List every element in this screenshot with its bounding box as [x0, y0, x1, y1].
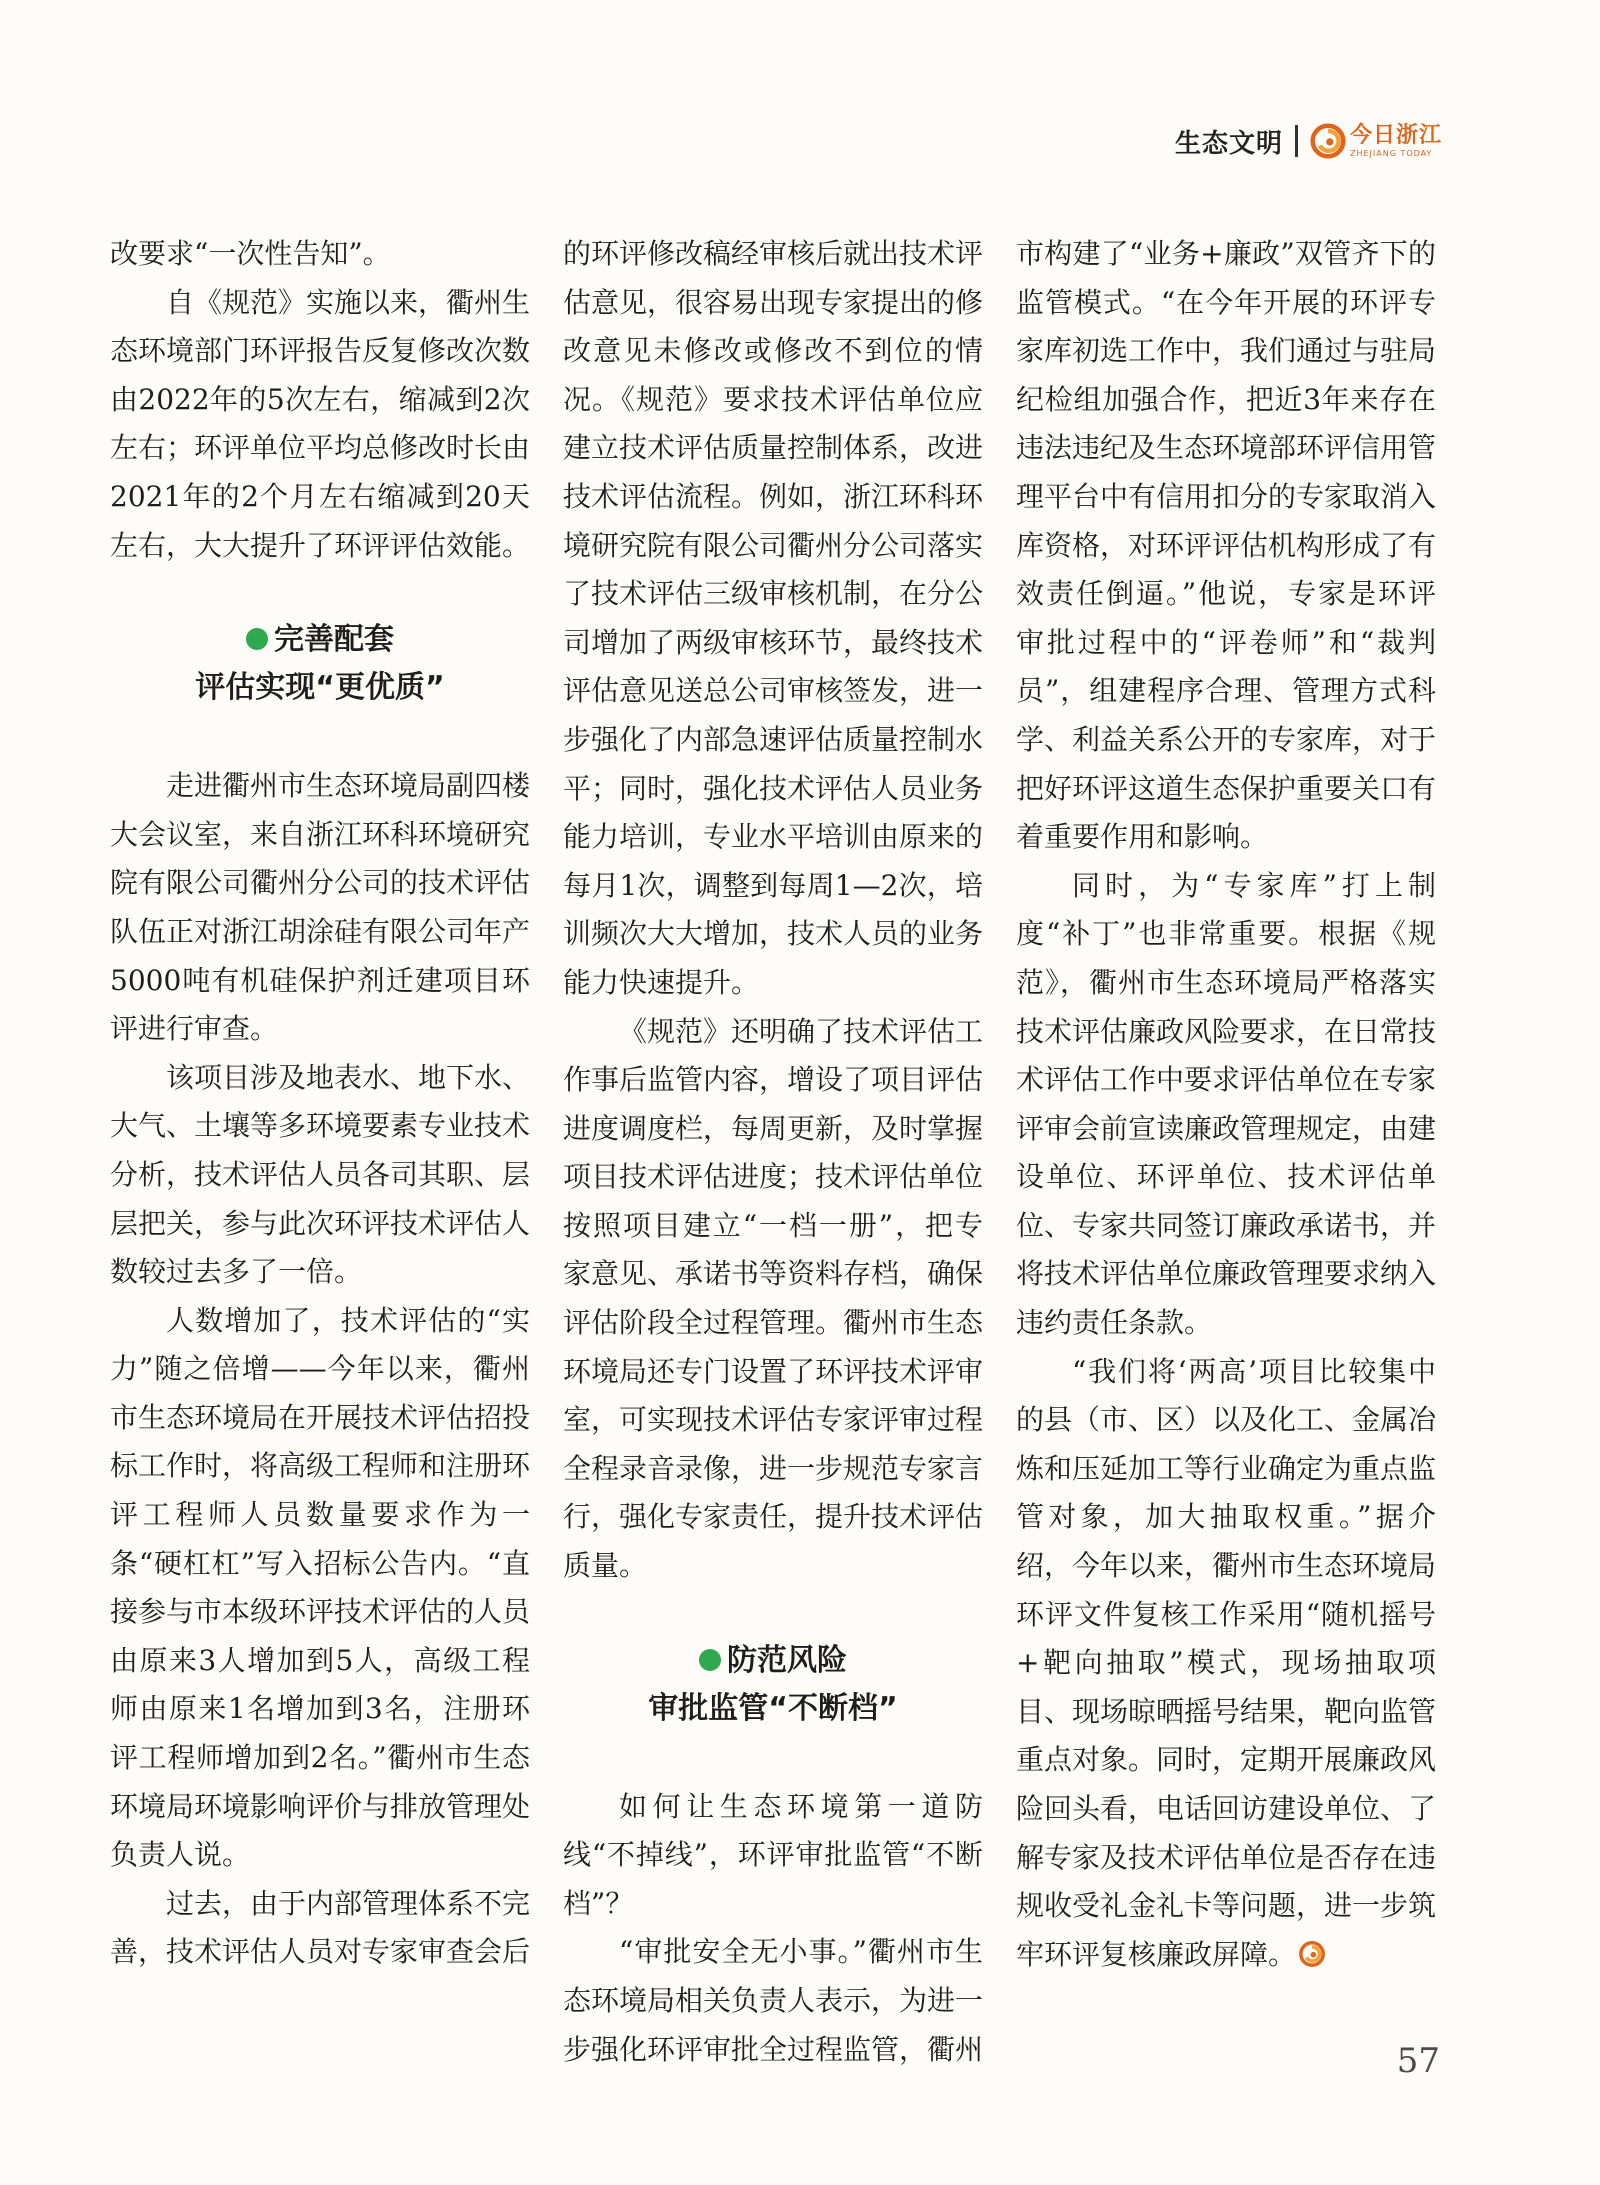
paragraph: 过去，由于内部管理体系不完善，技术评估人员对专家审查会后	[110, 1886, 531, 1969]
header-divider	[1295, 125, 1298, 157]
column-1	[110, 230, 530, 1977]
green-bullet-icon	[246, 628, 268, 650]
subheading-2	[563, 1637, 983, 1733]
paragraph: 人数增加了，技术评估的“实力”随之倍增——今年以来，衢州市生态环境局在开展技术评估招投标工作时，将高级工程师和注册环评工程师人员数量要求作为一条“硬杠杠”写入招标公告内。“直接参与市本级环评技术评估的人员由原来3人增加到5人，高级工程师由原来1名增加到3名，注册环评工程师增加到2名。”衢州市生态环境局环境影响评价与排放管理处负责人说。	[110, 1303, 531, 1872]
subheading-line: 防范风险	[727, 1642, 847, 1678]
subheading-line: 评估实现“更优质”	[195, 670, 445, 706]
paragraph: 同时，为“专家库”打上制度“补丁”也非常重要。根据《规范》，衢州市生态环境局严格落实技术评估廉政风险要求，在日常技术评估工作中要求评估单位在专家评审会前宣读廉政管理规定，由建设单位、环评单位、技术评估单位、专家共同签订廉政承诺书，并将技术评估单位廉政管理要求纳入违约责任条款。	[1016, 868, 1437, 1340]
section-name: 生态文明	[1174, 128, 1283, 159]
paragraph: 走进衢州市生态环境局副四楼大会议室，来自浙江环科环境研究院有限公司衢州分公司的技术评估队伍正对浙江胡涂硅有限公司年产5000吨有机硅保护剂迁建项目环评进行审查。	[110, 769, 531, 1046]
paragraph: 《规范》还明确了技术评估工作事后监管内容，增设了项目评估进度调度栏，每周更新，及时掌握项目技术评估进度；技术评估单位按照项目建立“一档一册”，把专家意见、承诺书等资料存档，确保评估阶段全过程管理。衢州市生态环境局还专门设置了环评技术评审室，可实现技术评估专家评审过程全程录音录像，进一步规范专家言行，强化专家责任，提升技术评估质量。	[563, 1014, 984, 1583]
subheading-line: 完善配套	[274, 622, 394, 658]
column-3	[1016, 230, 1436, 1979]
paragraph: 的环评修改稿经审核后就出技术评估意见，很容易出现专家提出的修改意见未修改或修改不到位的情况。《规范》要求技术评估单位应建立技术评估质量控制体系，改进技术评估流程。例如，浙江环科环境研究院有限公司衢州分公司落实了技术评估三级审核机制，在分公司增加了两级审核环节，最终技术评估意见送总公司审核签发，进一步强化了内部急速评估质量控制水平；同时，强化技术评估人员业务能力培训，专业水平培训由原来的每月1次，调整到每周1—2次，培训频次大大增加，技术人员的业务能力快速提升。	[563, 237, 984, 999]
paragraph	[1016, 1348, 1436, 1980]
logo-swirl-icon	[1310, 123, 1346, 159]
paragraph-text: “我们将‘两高’项目比较集中的县（市、区）以及化工、金属冶炼和压延加工等行业确定为重点监管对象，加大抽取权重。”据介绍，今年以来，衢州市生态环境局环评文件复核工作采用“随机摇号+靶向抽取”模式，现场抽取项目、现场晾晒摇号结果，靶向监管重点对象。同时，定期开展廉政风险回头看，电话回访建设单位、了解专家及技术评估单位是否存在违规收受礼金礼卡等问题，进一步筑牢环评复核廉政屏障。	[1016, 1354, 1437, 1971]
paragraph: 如何让生态环境第一道防线“不掉线”，环评审批监管“不断档”？	[563, 1789, 983, 1920]
subheading-1	[110, 616, 530, 712]
subheading-line: 审批监管“不断档”	[648, 1690, 898, 1726]
paragraph: 自《规范》实施以来，衢州生态环境部门环评报告反复修改次数由2022年的5次左右，缩减到2次左右；环评单位平均总修改时长由2021年的2个月左右缩减到20天左右，大大提升了环评评估效能。	[110, 285, 531, 562]
logo-english-text: ZHEJIANG TODAY	[1349, 148, 1433, 158]
paragraph: 改要求“一次性告知”。	[110, 237, 391, 270]
paragraph: 该项目涉及地表水、地下水、大气、土壤等多环境要素专业技术分析，技术评估人员各司其职、层层把关，参与此次环评技术评估人数较过去多了一倍。	[110, 1060, 531, 1289]
green-bullet-icon	[699, 1649, 721, 1671]
column-2	[563, 230, 983, 2074]
end-mark-icon	[1298, 1940, 1326, 1968]
logo-chinese-text: 今日浙江	[1349, 122, 1442, 148]
paragraph: “审批安全无小事。”衢州市生态环境局相关负责人表示，为进一步强化环评审批全过程监管，衢州	[563, 1935, 984, 2066]
magazine-logo	[1310, 123, 1442, 159]
page-header	[1175, 118, 1442, 164]
paragraph: 市构建了“业务+廉政”双管齐下的监管模式。“在今年开展的环评专家库初选工作中，我们通过与驻局纪检组加强合作，把近3年来存在违法违纪及生态环境部环评信用管理平台中有信用扣分的专家取消入库资格，对环评评估机构形成了有效责任倒逼。”他说，专家是环评审批过程中的“评卷师”和“裁判员”，组建程序合理、管理方式科学、利益关系公开的专家库，对于把好环评这道生态保护重要关口有着重要作用和影响。	[1016, 237, 1437, 854]
page-number: 57	[1396, 2041, 1440, 2081]
